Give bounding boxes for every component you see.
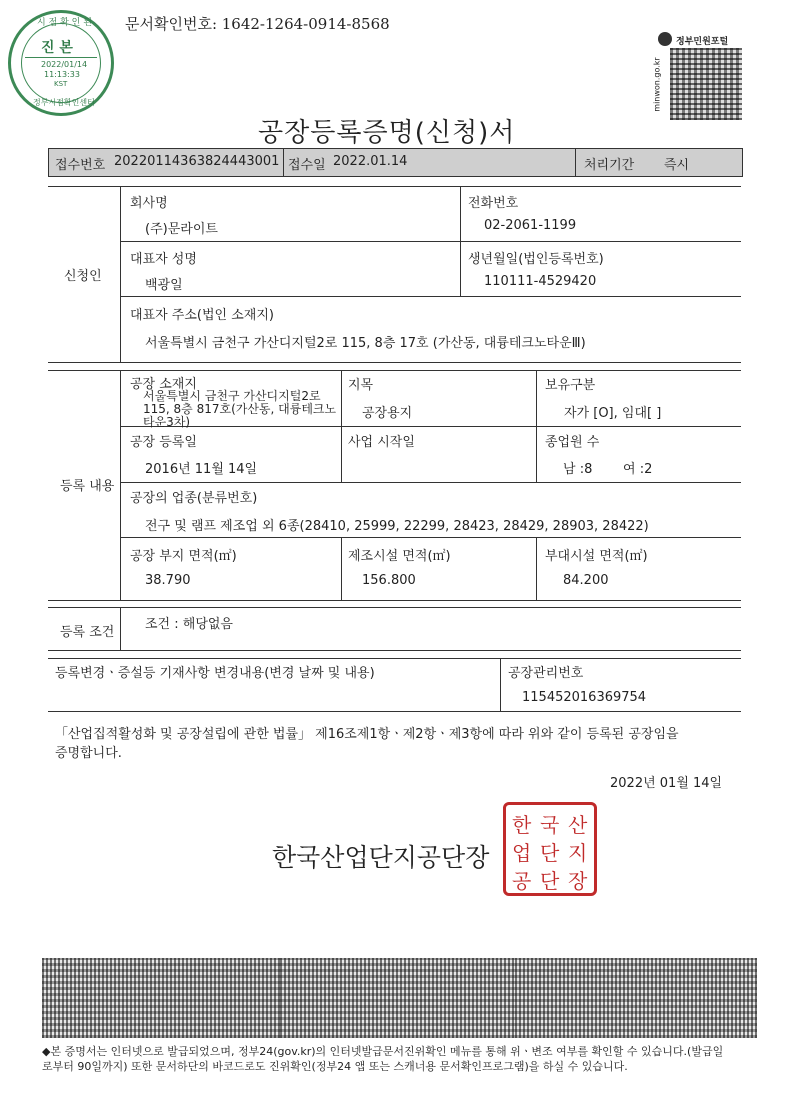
ownership-value: 자가 [O], 임대[ ] [564, 406, 662, 421]
representative-name: 백광일 [145, 278, 183, 293]
factory-location-line3: 타운3차) [143, 415, 191, 429]
phone-number: 02-2061-1199 [484, 218, 577, 233]
qr-portal-label: 정부민원포털 [676, 37, 729, 47]
company-name-label: 회사명 [130, 196, 168, 211]
stamp-top-text: 시 점 확 인 된 [37, 18, 92, 28]
manufacturing-area-label: 제조시설 면적(㎡) [348, 549, 451, 564]
registration-section-label: 등록 내용 [60, 479, 115, 494]
industry-value: 전구 및 램프 제조업 외 6종(28410, 25999, 22299, 28423, 28429, 28903, 28422) [145, 519, 649, 534]
representative-label: 대표자 성명 [130, 252, 197, 267]
address-label: 대표자 주소(법인 소재지) [130, 308, 274, 323]
representative-address: 서울특별시 금천구 가산디지털2로 115, 8층 17호 (가산동, 대륭테크노타운Ⅲ) [145, 336, 586, 351]
receipt-date: 2022.01.14 [333, 154, 408, 169]
receipt-number-label: 접수번호 [55, 158, 106, 173]
employees-male: 남 :8 [563, 462, 593, 477]
stamp-bottom-text: 정부시점확인센터 [33, 98, 95, 107]
auxiliary-area-label: 부대시설 면적(㎡) [545, 549, 648, 564]
barcode-2 [280, 958, 522, 1038]
registration-date-label: 공장 등록일 [130, 435, 197, 450]
statement-line2: 증명합니다. [55, 746, 122, 761]
land-category-label: 지목 [348, 378, 374, 393]
document-confirmation-number: 문서확인번호: 1642-1264-0914-8568 [125, 15, 390, 33]
portal-logo-icon [658, 32, 672, 46]
manufacturing-area-value: 156.800 [362, 573, 416, 588]
footer-line2: 로부터 90일까지) 또한 문서하단의 바코드로도 진위확인(정부24 앱 또는 스캐너용 문서확인프로그램)을 하실 수 있습니다. [42, 1060, 628, 1073]
company-name: (주)문라이트 [145, 222, 218, 237]
factory-location-line2: 115, 8층 817호(가산동, 대륭테크노 [143, 402, 337, 416]
footer-line1: ◆본 증명서는 인터넷으로 발급되었으며, 정부24(gov.kr)의 인터넷발급문서진위확인 메뉴를 통해 위ㆍ변조 여부를 확인할 수 있습니다.(발급일 [42, 1045, 724, 1058]
receipt-number: 20220114363824443001 [114, 154, 280, 169]
management-number: 115452016369754 [522, 690, 647, 705]
stamp-time: 11:13:33 [44, 70, 80, 79]
conditions-value: 조건 : 해당없음 [145, 617, 233, 632]
corporate-registration-number: 110111-4529420 [484, 274, 597, 289]
barcode-3 [515, 958, 757, 1038]
employees-female: 여 :2 [623, 462, 653, 477]
site-area-value: 38.790 [145, 573, 191, 588]
management-number-label: 공장관리번호 [508, 666, 584, 681]
phone-label: 전화번호 [468, 196, 519, 211]
processing-period: 즉시 [664, 158, 690, 173]
applicant-section-label: 신청인 [64, 269, 102, 284]
business-start-label: 사업 시작일 [348, 435, 415, 450]
ownership-label: 보유구분 [545, 378, 596, 393]
official-seal: 한 국 산 업 단 지 공 단 장 [503, 802, 597, 896]
site-area-label: 공장 부지 면적(㎡) [130, 549, 237, 564]
stamp-date: 2022/01/14 [41, 60, 88, 69]
land-category: 공장용지 [362, 406, 413, 421]
employees-label: 종업원 수 [545, 435, 600, 450]
issue-date: 2022년 01월 14일 [610, 776, 723, 791]
qr-site-label: minwon.go.kr [652, 57, 662, 112]
document-title: 공장등록증명(신청)서 [258, 118, 516, 148]
issuer-name: 한국산업단지공단장 [272, 843, 490, 872]
factory-location-line1: 서울특별시 금천구 가산디지털2로 [143, 389, 321, 403]
registration-date: 2016년 11월 14일 [145, 462, 258, 477]
stamp-main-text: 진 본 [41, 40, 73, 56]
barcode-1 [42, 958, 284, 1038]
factory-location-label: 공장 소재지 [130, 377, 197, 392]
qr-code [670, 48, 742, 120]
changes-label: 등록변경ㆍ증설등 기재사항 변경내용(변경 날짜 및 내용) [55, 666, 375, 681]
auxiliary-area-value: 84.200 [563, 573, 609, 588]
conditions-label: 등록 조건 [60, 625, 115, 640]
authenticity-stamp [8, 10, 114, 116]
receipt-date-label: 접수일 [288, 158, 326, 173]
processing-period-label: 처리기간 [584, 158, 635, 173]
statement-line1: 「산업집적활성화 및 공장설립에 관한 법률」 제16조제1항ㆍ제2항ㆍ제3항에 따라 위와 같이 등록된 공장임을 [55, 727, 679, 742]
stamp-timezone: KST [54, 80, 68, 88]
birth-date-label: 생년월일(법인등록번호) [468, 252, 604, 267]
industry-label: 공장의 업종(분류번호) [130, 491, 258, 506]
